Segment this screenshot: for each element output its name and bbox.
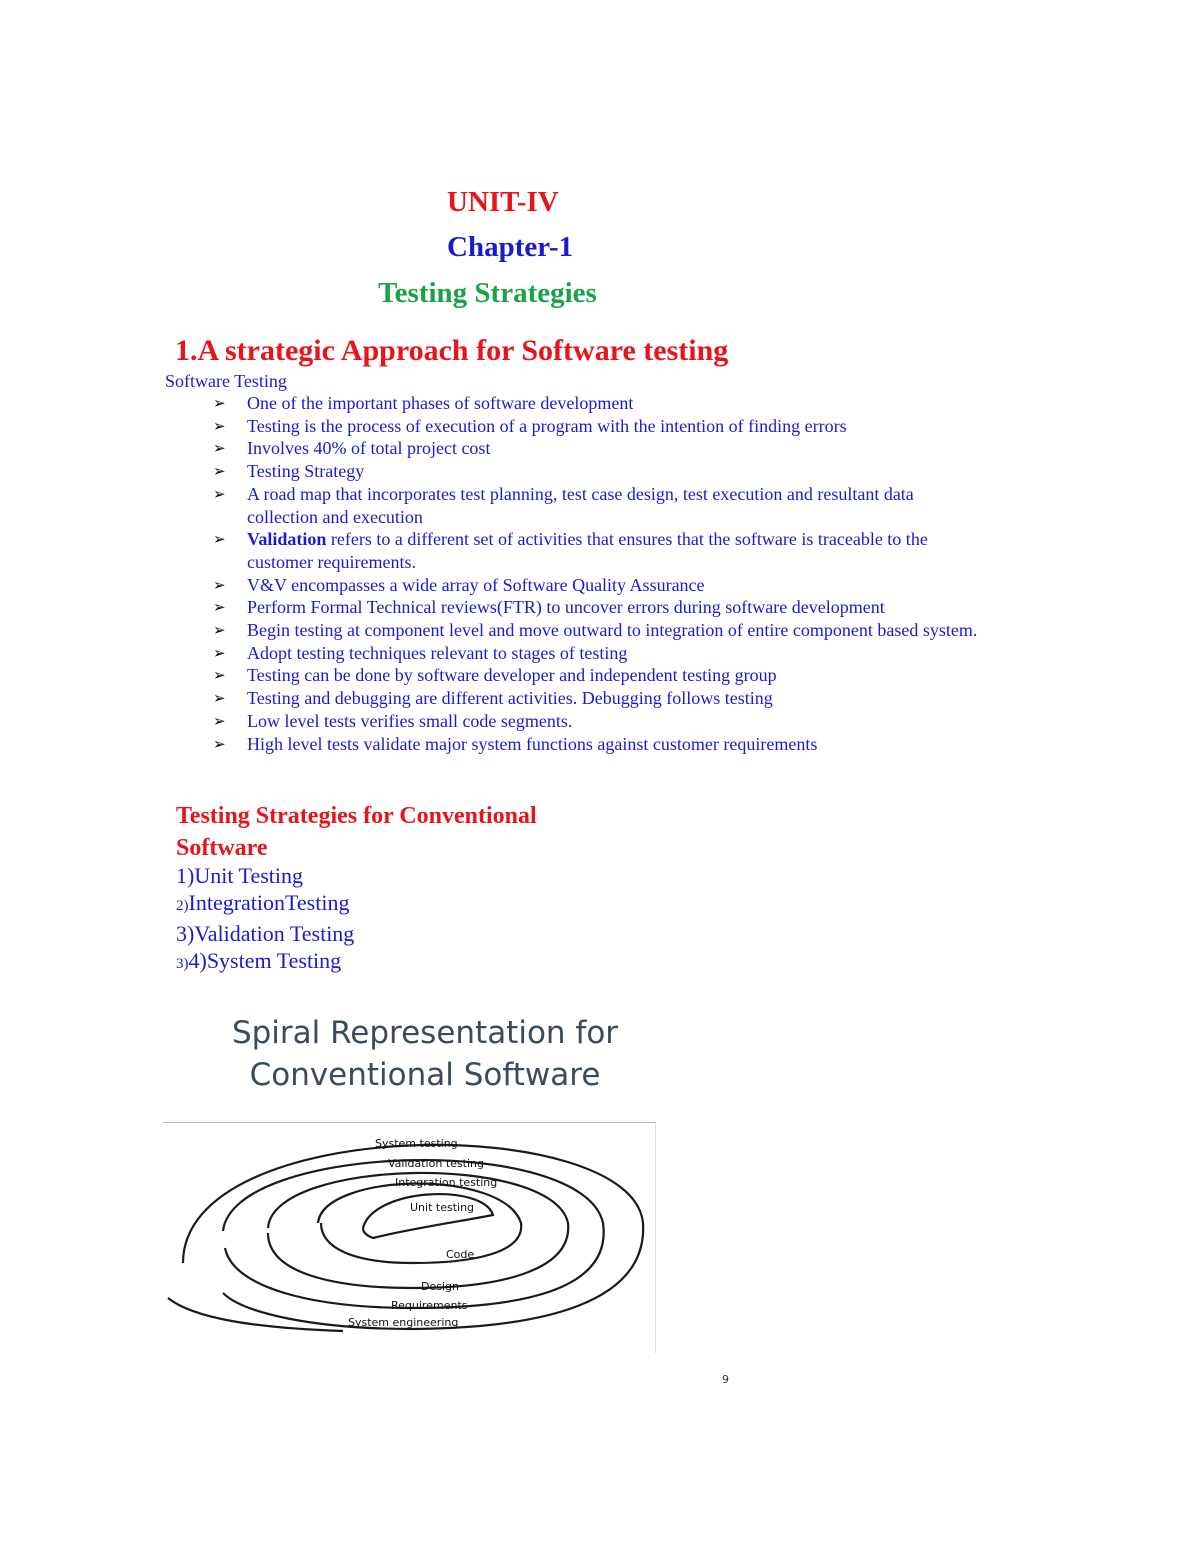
conventional-heading: Testing Strategies for Conventional Software <box>176 803 537 861</box>
validation-term: Validation <box>247 529 327 550</box>
spiral-title-line2: Conventional Software <box>249 1057 601 1093</box>
label-integration-testing: Integration testing <box>395 1176 498 1189</box>
spiral-title-line1: Spiral Representation for <box>231 1015 619 1051</box>
bullet-item: ➢ Testing is the process of execution of a program with the intention of finding errors <box>213 415 847 436</box>
arrow-bullet-icon: ➢ <box>213 575 226 594</box>
label-requirements: Requirements <box>391 1299 468 1312</box>
testing-level-item: 1)Unit Testing <box>176 863 303 888</box>
label-system-testing: System testing <box>375 1137 458 1150</box>
bullet-item: ➢ Begin testing at component level and move outward to integration of entire component based system. <box>213 620 978 641</box>
arrow-bullet-icon: ➢ <box>213 484 226 503</box>
bullet-item: ➢ Perform Formal Technical reviews(FTR) to uncover errors during software development <box>213 597 885 618</box>
arrow-bullet-icon: ➢ <box>213 530 226 549</box>
bullet-item: ➢ Low level tests verifies small code segments. <box>213 710 573 731</box>
arrow-bullet-icon: ➢ <box>213 598 226 617</box>
spiral-ring-3 <box>268 1173 568 1288</box>
bullet-item: ➢ Testing can be done by software developer and independent testing group <box>213 665 777 686</box>
arrow-bullet-icon: ➢ <box>213 462 226 481</box>
arrow-bullet-icon: ➢ <box>213 416 226 435</box>
section-heading: 1.A strategic Approach for Software testing <box>175 334 729 367</box>
testing-levels-list <box>176 862 354 978</box>
section-intro: Software Testing <box>165 371 287 391</box>
bullet-item: ➢ A road map that incorporates test planning, test case design, test execution and resultant data collection and execution <box>213 483 914 527</box>
document-title: Testing Strategies <box>378 277 597 309</box>
arrow-bullet-icon: ➢ <box>213 621 226 640</box>
spiral-tail <box>168 1298 343 1331</box>
spiral-title <box>165 1012 685 1096</box>
bullet-item: ➢ Testing Strategy <box>213 461 365 482</box>
label-code: Code <box>446 1248 475 1261</box>
page-number: 9 <box>722 1373 729 1386</box>
arrow-bullet-icon: ➢ <box>213 439 226 458</box>
bullet-item: ➢ Validation refers to a different set of activities that ensures that the software is traceable to the customer requirements. <box>213 529 928 572</box>
unit-title: UNIT-IV <box>447 186 559 218</box>
bullet-item: ➢ High level tests validate major system functions against customer requirements <box>213 733 818 754</box>
label-design: Design <box>421 1280 459 1293</box>
bullet-item: ➢ One of the important phases of software development <box>213 393 634 413</box>
arrow-bullet-icon: ➢ <box>213 666 226 685</box>
bullet-item: ➢ V&V encompasses a wide array of Software Quality Assurance <box>213 574 705 595</box>
bullet-item: ➢ Involves 40% of total project cost <box>213 438 491 459</box>
testing-level-item: 3)Validation Testing <box>176 921 355 946</box>
label-unit-testing: Unit testing <box>410 1201 475 1214</box>
testing-level-item: 3)4)System Testing <box>176 948 342 973</box>
arrow-bullet-icon: ➢ <box>213 394 226 412</box>
arrow-bullet-icon: ➢ <box>213 711 226 730</box>
bullet-list <box>213 392 983 755</box>
spiral-diagram <box>163 1122 656 1353</box>
spiral-diagram-svg <box>163 1123 655 1353</box>
chapter-title: Chapter-1 <box>447 231 574 263</box>
arrow-bullet-icon: ➢ <box>213 643 226 662</box>
label-system-engineering: System engineering <box>348 1316 459 1329</box>
arrow-bullet-icon: ➢ <box>213 734 226 753</box>
testing-level-item: 2)IntegrationTesting <box>176 890 350 915</box>
bullet-item: ➢ Adopt testing techniques relevant to stages of testing <box>213 642 628 663</box>
bullet-item: ➢ Testing and debugging are different activities. Debugging follows testing <box>213 688 773 709</box>
arrow-bullet-icon: ➢ <box>213 689 226 708</box>
label-validation-testing: Validation testing <box>388 1157 484 1170</box>
